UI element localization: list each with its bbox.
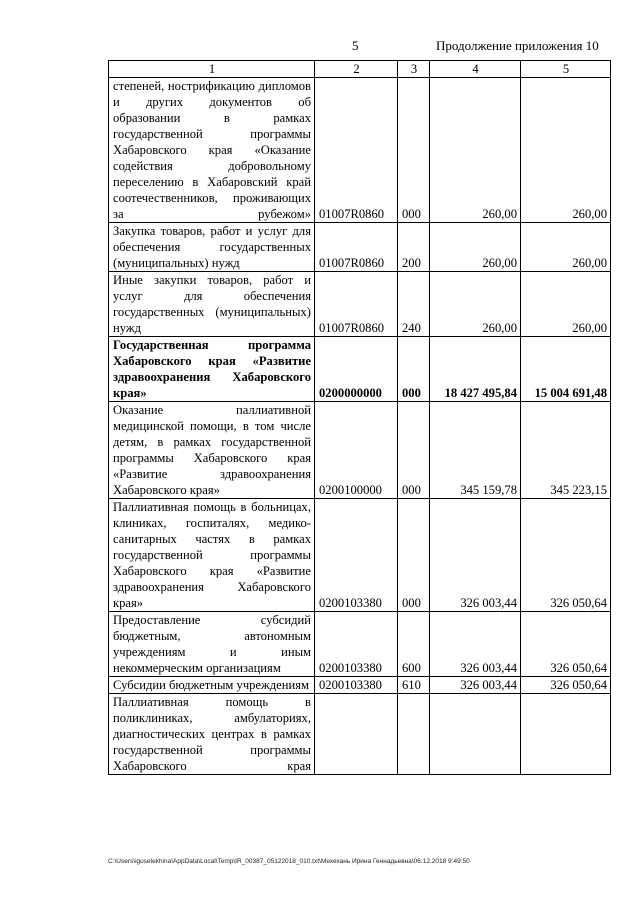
row-name: Субсидии бюджетным учреждениям [109,677,315,694]
row-sum-1: 345 159,78 [430,402,521,499]
row-expense-type: 200 [398,223,430,272]
row-code: 0200103380 [315,612,398,677]
row-sum-1: 260,00 [430,272,521,337]
row-sum-1: 260,00 [430,78,521,223]
row-expense-type: 000 [398,78,430,223]
row-code: 0200100000 [315,402,398,499]
row-sum-2: 260,00 [521,78,611,223]
row-code: 01007R0860 [315,223,398,272]
column-header: 5 [521,61,611,78]
column-header: 4 [430,61,521,78]
row-expense-type: 600 [398,612,430,677]
row-sum-2: 326 050,64 [521,677,611,694]
column-header: 3 [398,61,430,78]
file-path-footer: C:\Users\iguselekhina\AppData\Local\Temp\IR_00387_05122018_010.txt\Мехехань Ирина Геннадьевна\06.12.2018 9:49:50 [108,858,470,865]
table-row [109,402,611,499]
row-sum-1 [430,694,521,775]
row-sum-2: 345 223,15 [521,402,611,499]
table-row-program [109,337,611,402]
row-sum-1: 260,00 [430,223,521,272]
table-row [109,694,611,775]
row-sum-1: 18 427 495,84 [430,337,521,402]
row-name: Оказание паллиативной медицинской помощи, в том числе детям, в рамках государственной программы Хабаровского края «Развитие здравоохранения Хабаровского края» [109,402,315,499]
row-sum-2 [521,694,611,775]
row-expense-type: 000 [398,402,430,499]
row-code [315,694,398,775]
table-row [109,499,611,612]
row-sum-1: 326 003,44 [430,612,521,677]
row-name: Предоставление субсидий бюджетным, автономным учреждениям и иным некоммерческим организациям [109,612,315,677]
row-code: 01007R0860 [315,78,398,223]
table-row [109,272,611,337]
row-name: Паллиативная помощь в поликлиниках, амбулаториях, диагностических центрах в рамках государственной программы Хабаровского края [109,694,315,775]
row-sum-2: 15 004 691,48 [521,337,611,402]
continuation-label: Продолжение приложения 10 [436,38,599,53]
row-name: Паллиативная помощь в больницах, клиниках, госпиталях, медико-санитарных частях в рамках государственной программы Хабаровского края «Развитие здравоохранения Хабаровского края» [109,499,315,612]
column-header: 1 [109,61,315,78]
table-row [109,677,611,694]
table-row [109,223,611,272]
row-sum-2: 260,00 [521,223,611,272]
row-code: 0200000000 [315,337,398,402]
row-sum-2: 260,00 [521,272,611,337]
column-header: 2 [315,61,398,78]
row-code: 0200103380 [315,499,398,612]
table-header-row [109,61,611,78]
row-code: 01007R0860 [315,272,398,337]
row-sum-1: 326 003,44 [430,677,521,694]
row-expense-type [398,694,430,775]
row-name: степеней, нострификацию дипломов и других документов об образовании в рамках государственной программы Хабаровского края «Оказание содействия добровольному переселению в Хабаровский край соотечественников, проживающих за рубежом» [109,78,315,223]
row-name: Закупка товаров, работ и услуг для обеспечения государственных (муниципальных) нужд [109,223,315,272]
row-name: Государственная программа Хабаровского края «Развитие здравоохранения Хабаровского края» [109,337,315,402]
row-expense-type: 000 [398,499,430,612]
row-expense-type: 240 [398,272,430,337]
budget-table [108,60,611,775]
row-code: 0200103380 [315,677,398,694]
table-row [109,78,611,223]
page-number: 5 [352,38,359,53]
row-sum-1: 326 003,44 [430,499,521,612]
row-expense-type: 000 [398,337,430,402]
table-row [109,612,611,677]
row-sum-2: 326 050,64 [521,612,611,677]
row-sum-2: 326 050,64 [521,499,611,612]
row-name: Иные закупки товаров, работ и услуг для обеспечения государственных (муниципальных) нужд [109,272,315,337]
row-expense-type: 610 [398,677,430,694]
